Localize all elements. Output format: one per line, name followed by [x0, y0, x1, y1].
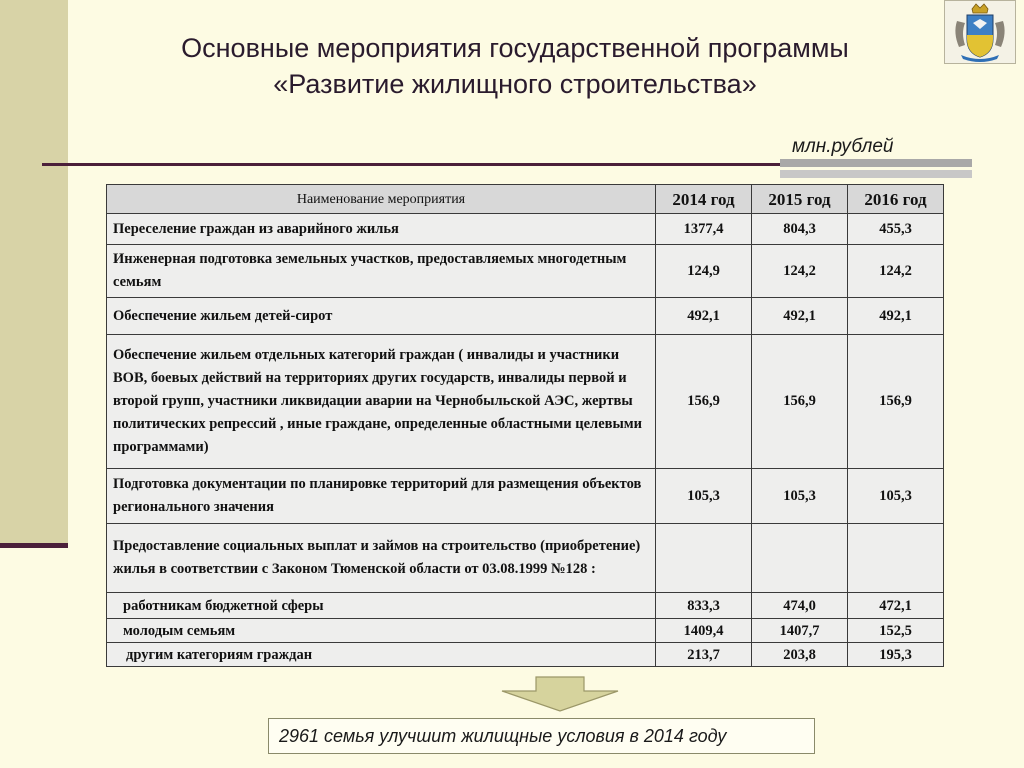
- slide-title: [100, 30, 930, 102]
- value-2014: 105,3: [656, 469, 752, 524]
- row-name: молодым семьям: [107, 619, 656, 643]
- table-row: [107, 593, 944, 619]
- header-2015: 2015 год: [752, 185, 848, 214]
- value-2015: [752, 524, 848, 593]
- table-row: [107, 245, 944, 298]
- table-row: [107, 335, 944, 469]
- value-2015: 1407,7: [752, 619, 848, 643]
- table-row: [107, 298, 944, 335]
- table-row: [107, 643, 944, 667]
- table-row: [107, 619, 944, 643]
- value-2015: 156,9: [752, 335, 848, 469]
- row-name: другим категориям граждан: [107, 643, 656, 667]
- coat-of-arms-icon: [944, 0, 1016, 64]
- row-name: Инженерная подготовка земельных участков, предоставляемых многодетным семьям: [107, 245, 656, 298]
- value-2014: 124,9: [656, 245, 752, 298]
- value-2016: 105,3: [848, 469, 944, 524]
- value-2014: 156,9: [656, 335, 752, 469]
- value-2015: 105,3: [752, 469, 848, 524]
- row-name: Переселение граждан из аварийного жилья: [107, 214, 656, 245]
- row-name: Обеспечение жильем отдельных категорий граждан ( инвалиды и участники ВОВ, боевых действий на территориях других государств, инвалиды первой и второй групп, участники ликвидации аварии на Чернобыльской АЭС, жертвы политических репрессий , иные граждане, определенные областными целевыми программами): [107, 335, 656, 469]
- value-2014: 833,3: [656, 593, 752, 619]
- value-2015: 124,2: [752, 245, 848, 298]
- value-2014: [656, 524, 752, 593]
- title-line-2: «Развитие жилищного строительства»: [273, 69, 757, 99]
- value-2016: 124,2: [848, 245, 944, 298]
- table-row: [107, 524, 944, 593]
- value-2016: [848, 524, 944, 593]
- value-2016: 152,5: [848, 619, 944, 643]
- header-accent-bar: [780, 159, 972, 167]
- row-name: Подготовка документации по планировке территорий для размещения объектов регионального значения: [107, 469, 656, 524]
- title-line-1: Основные мероприятия государственной программы: [181, 33, 849, 63]
- value-2014: 1377,4: [656, 214, 752, 245]
- row-name: Предоставление социальных выплат и займов на строительство (приобретение) жилья в соответствии с Законом Тюменской области от 03.08.1999 №128 :: [107, 524, 656, 593]
- left-decorative-rule: [0, 543, 68, 548]
- value-2015: 804,3: [752, 214, 848, 245]
- value-2014: 1409,4: [656, 619, 752, 643]
- value-2015: 203,8: [752, 643, 848, 667]
- value-2014: 492,1: [656, 298, 752, 335]
- units-label: млн.рублей: [792, 136, 894, 157]
- value-2015: 492,1: [752, 298, 848, 335]
- row-name: Обеспечение жильем детей-сирот: [107, 298, 656, 335]
- footer-summary: [268, 718, 815, 754]
- value-2015: 474,0: [752, 593, 848, 619]
- header-name: Наименование мероприятия: [107, 185, 656, 214]
- down-arrow-icon: [500, 676, 620, 717]
- table-row: [107, 469, 944, 524]
- footer-summary-text: 2961 семья улучшит жилищные условия в 2014 году: [279, 726, 727, 746]
- row-name: работникам бюджетной сферы: [107, 593, 656, 619]
- left-decorative-bar: [0, 0, 68, 545]
- header-divider: [42, 163, 787, 166]
- header-2014: 2014 год: [656, 185, 752, 214]
- value-2016: 492,1: [848, 298, 944, 335]
- table-row: [107, 214, 944, 245]
- header-accent-bar-light: [780, 170, 972, 178]
- value-2016: 472,1: [848, 593, 944, 619]
- header-2016: 2016 год: [848, 185, 944, 214]
- value-2016: 195,3: [848, 643, 944, 667]
- table-header-row: [107, 185, 944, 214]
- value-2016: 156,9: [848, 335, 944, 469]
- value-2016: 455,3: [848, 214, 944, 245]
- program-table: [106, 184, 944, 667]
- value-2014: 213,7: [656, 643, 752, 667]
